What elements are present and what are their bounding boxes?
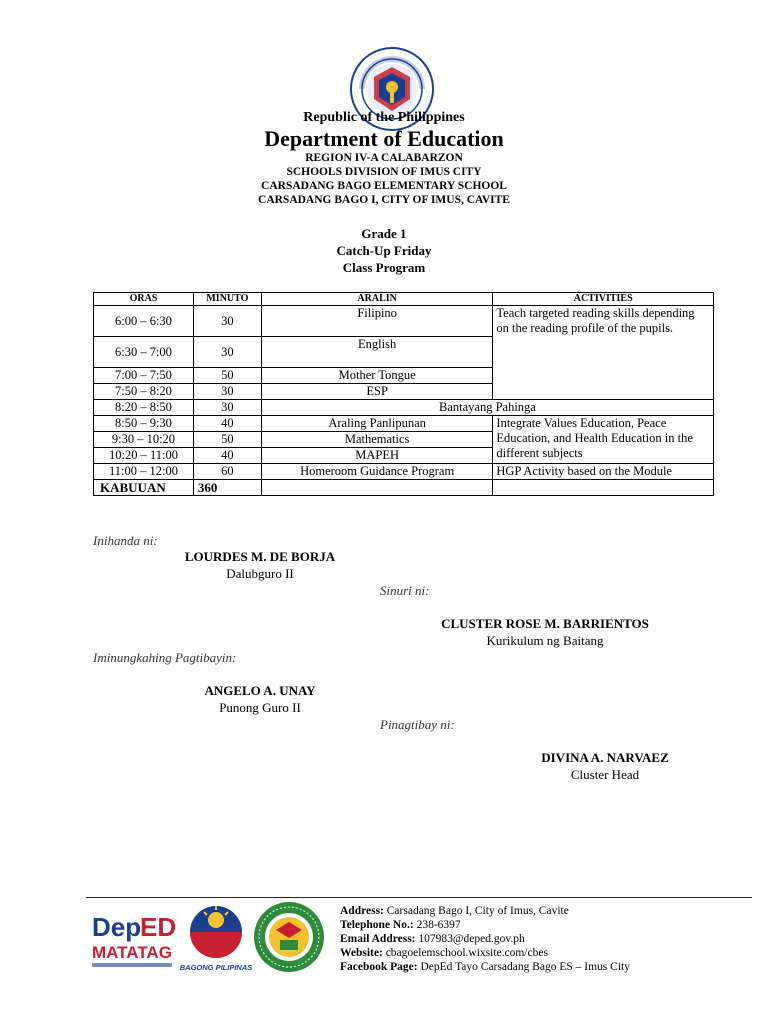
total-empty-cell [261,480,493,496]
minutes-cell: 50 [193,432,261,448]
subject-cell: Homeroom Guidance Program [261,464,493,480]
recommended-title: Punong Guro II [219,700,301,715]
prepared-title: Dalubguro II [226,566,294,581]
minutes-cell: 30 [193,337,261,368]
header-minuto: MINUTO [193,293,261,306]
class-program-title: Class Program [342,260,426,275]
subject-cell: Mother Tongue [261,368,493,384]
checked-title: Kurikulum ng Baitang [486,633,604,648]
email-label: Email Address: [340,933,416,945]
deped-matatag-logo [90,904,178,974]
recommended-label: Iminungkahing Pagtibayin: [93,650,237,665]
phone-label: Telephone No.: [340,919,414,931]
program-title: Catch-Up Friday [336,243,432,258]
svg-text:MATATAG: MATATAG [92,943,172,962]
address-heading: CARSADANG BAGO I, CITY OF IMUS, CAVITE [258,194,510,206]
approved-title: Cluster Head [570,767,640,782]
time-cell: 8:20 – 8:50 [94,400,194,416]
table-header-row [94,293,714,306]
footer-email-line [340,932,630,946]
table-row [94,464,714,480]
republic-heading: Republic of the Philippines [303,110,465,125]
minutes-cell: 50 [193,368,261,384]
total-row [94,480,714,496]
approved-name: DIVINA A. NARVAEZ [541,750,669,765]
subject-cell: ESP [261,384,493,400]
school-heading: CARSADANG BAGO ELEMENTARY SCHOOL [261,180,507,192]
facebook-label: Facebook Page: [340,961,418,973]
subject-cell: Filipino [261,306,493,337]
footer-facebook-line [340,960,630,974]
footer-contact [340,904,630,974]
activity-cell: Teach targeted reading skills depending on the reading profile of the pupils. [493,306,714,400]
prepared-name: LOURDES M. DE BORJA [184,549,336,564]
minutes-cell: 40 [193,448,261,464]
minutes-cell: 40 [193,416,261,432]
approved-label: Pinagtibay ni: [380,717,455,732]
email-value[interactable]: 107983@deped.gov.ph [418,933,525,945]
time-cell: 7:00 – 7:50 [94,368,194,384]
table-row [94,416,714,432]
header-aralin: ARALIN [261,293,493,306]
total-label: KABUUAN [94,480,194,496]
time-cell: 6:00 – 6:30 [94,306,194,337]
time-cell: 7:50 – 8:20 [94,384,194,400]
table-row [94,306,714,337]
school-seal-logo [252,900,326,974]
minutes-cell: 60 [193,464,261,480]
recommended-name: ANGELO A. UNAY [204,683,316,698]
prepared-label: Inihanda ni: [93,533,158,548]
time-cell: 10:20 – 11:00 [94,448,194,464]
checked-name: CLUSTER ROSE M. BARRIENTOS [441,616,649,631]
facebook-value: DepEd Tayo Carsadang Bago ES – Imus City [420,961,630,973]
svg-text:Dep: Dep [92,912,142,942]
activity-cell: HGP Activity based on the Module [493,464,714,480]
minutes-cell: 30 [193,306,261,337]
department-heading: Department of Education [264,126,504,151]
footer-address-line [340,904,630,918]
grade-title: Grade 1 [361,226,407,241]
total-empty-cell [493,480,714,496]
header-activities: ACTIVITIES [493,293,714,306]
region-heading: REGION IV-A CALABARZON [305,152,463,164]
phone-value: 238-6397 [416,919,461,931]
break-cell: Bantayang Pahinga [261,400,713,416]
checked-label: Sinuri ni: [380,583,430,598]
footer-website-line [340,946,630,960]
subject-cell: Mathematics [261,432,493,448]
time-cell: 11:00 – 12:00 [94,464,194,480]
website-label: Website: [340,947,383,959]
address-value: Carsadang Bago I, City of Imus, Cavite [386,905,569,917]
minutes-cell: 30 [193,384,261,400]
activity-cell: Integrate Values Education, Peace Education, and Health Education in the different subjects [493,416,714,464]
website-link[interactable]: cbagoelemschool.wixsite.com/cbes [385,947,548,959]
time-cell: 8:50 – 9:30 [94,416,194,432]
division-heading: SCHOOLS DIVISION OF IMUS CITY [286,166,482,178]
class-program-table [93,292,714,496]
svg-text:ED: ED [140,912,177,942]
table-row [94,400,714,416]
minutes-cell: 30 [193,400,261,416]
footer-phone-line [340,918,630,932]
time-cell: 9:30 – 10:20 [94,432,194,448]
address-label: Address: [340,905,384,917]
time-cell: 6:30 – 7:00 [94,337,194,368]
subject-cell: MAPEH [261,448,493,464]
svg-text:BAGONG PILIPINAS: BAGONG PILIPINAS [179,963,253,972]
subject-cell: Araling Panlipunan [261,416,493,432]
bagong-pilipinas-logo [179,902,253,974]
subject-cell: English [261,337,493,368]
header-oras: ORAS [94,293,194,306]
total-value: 360 [193,480,261,496]
footer-divider [86,897,752,898]
